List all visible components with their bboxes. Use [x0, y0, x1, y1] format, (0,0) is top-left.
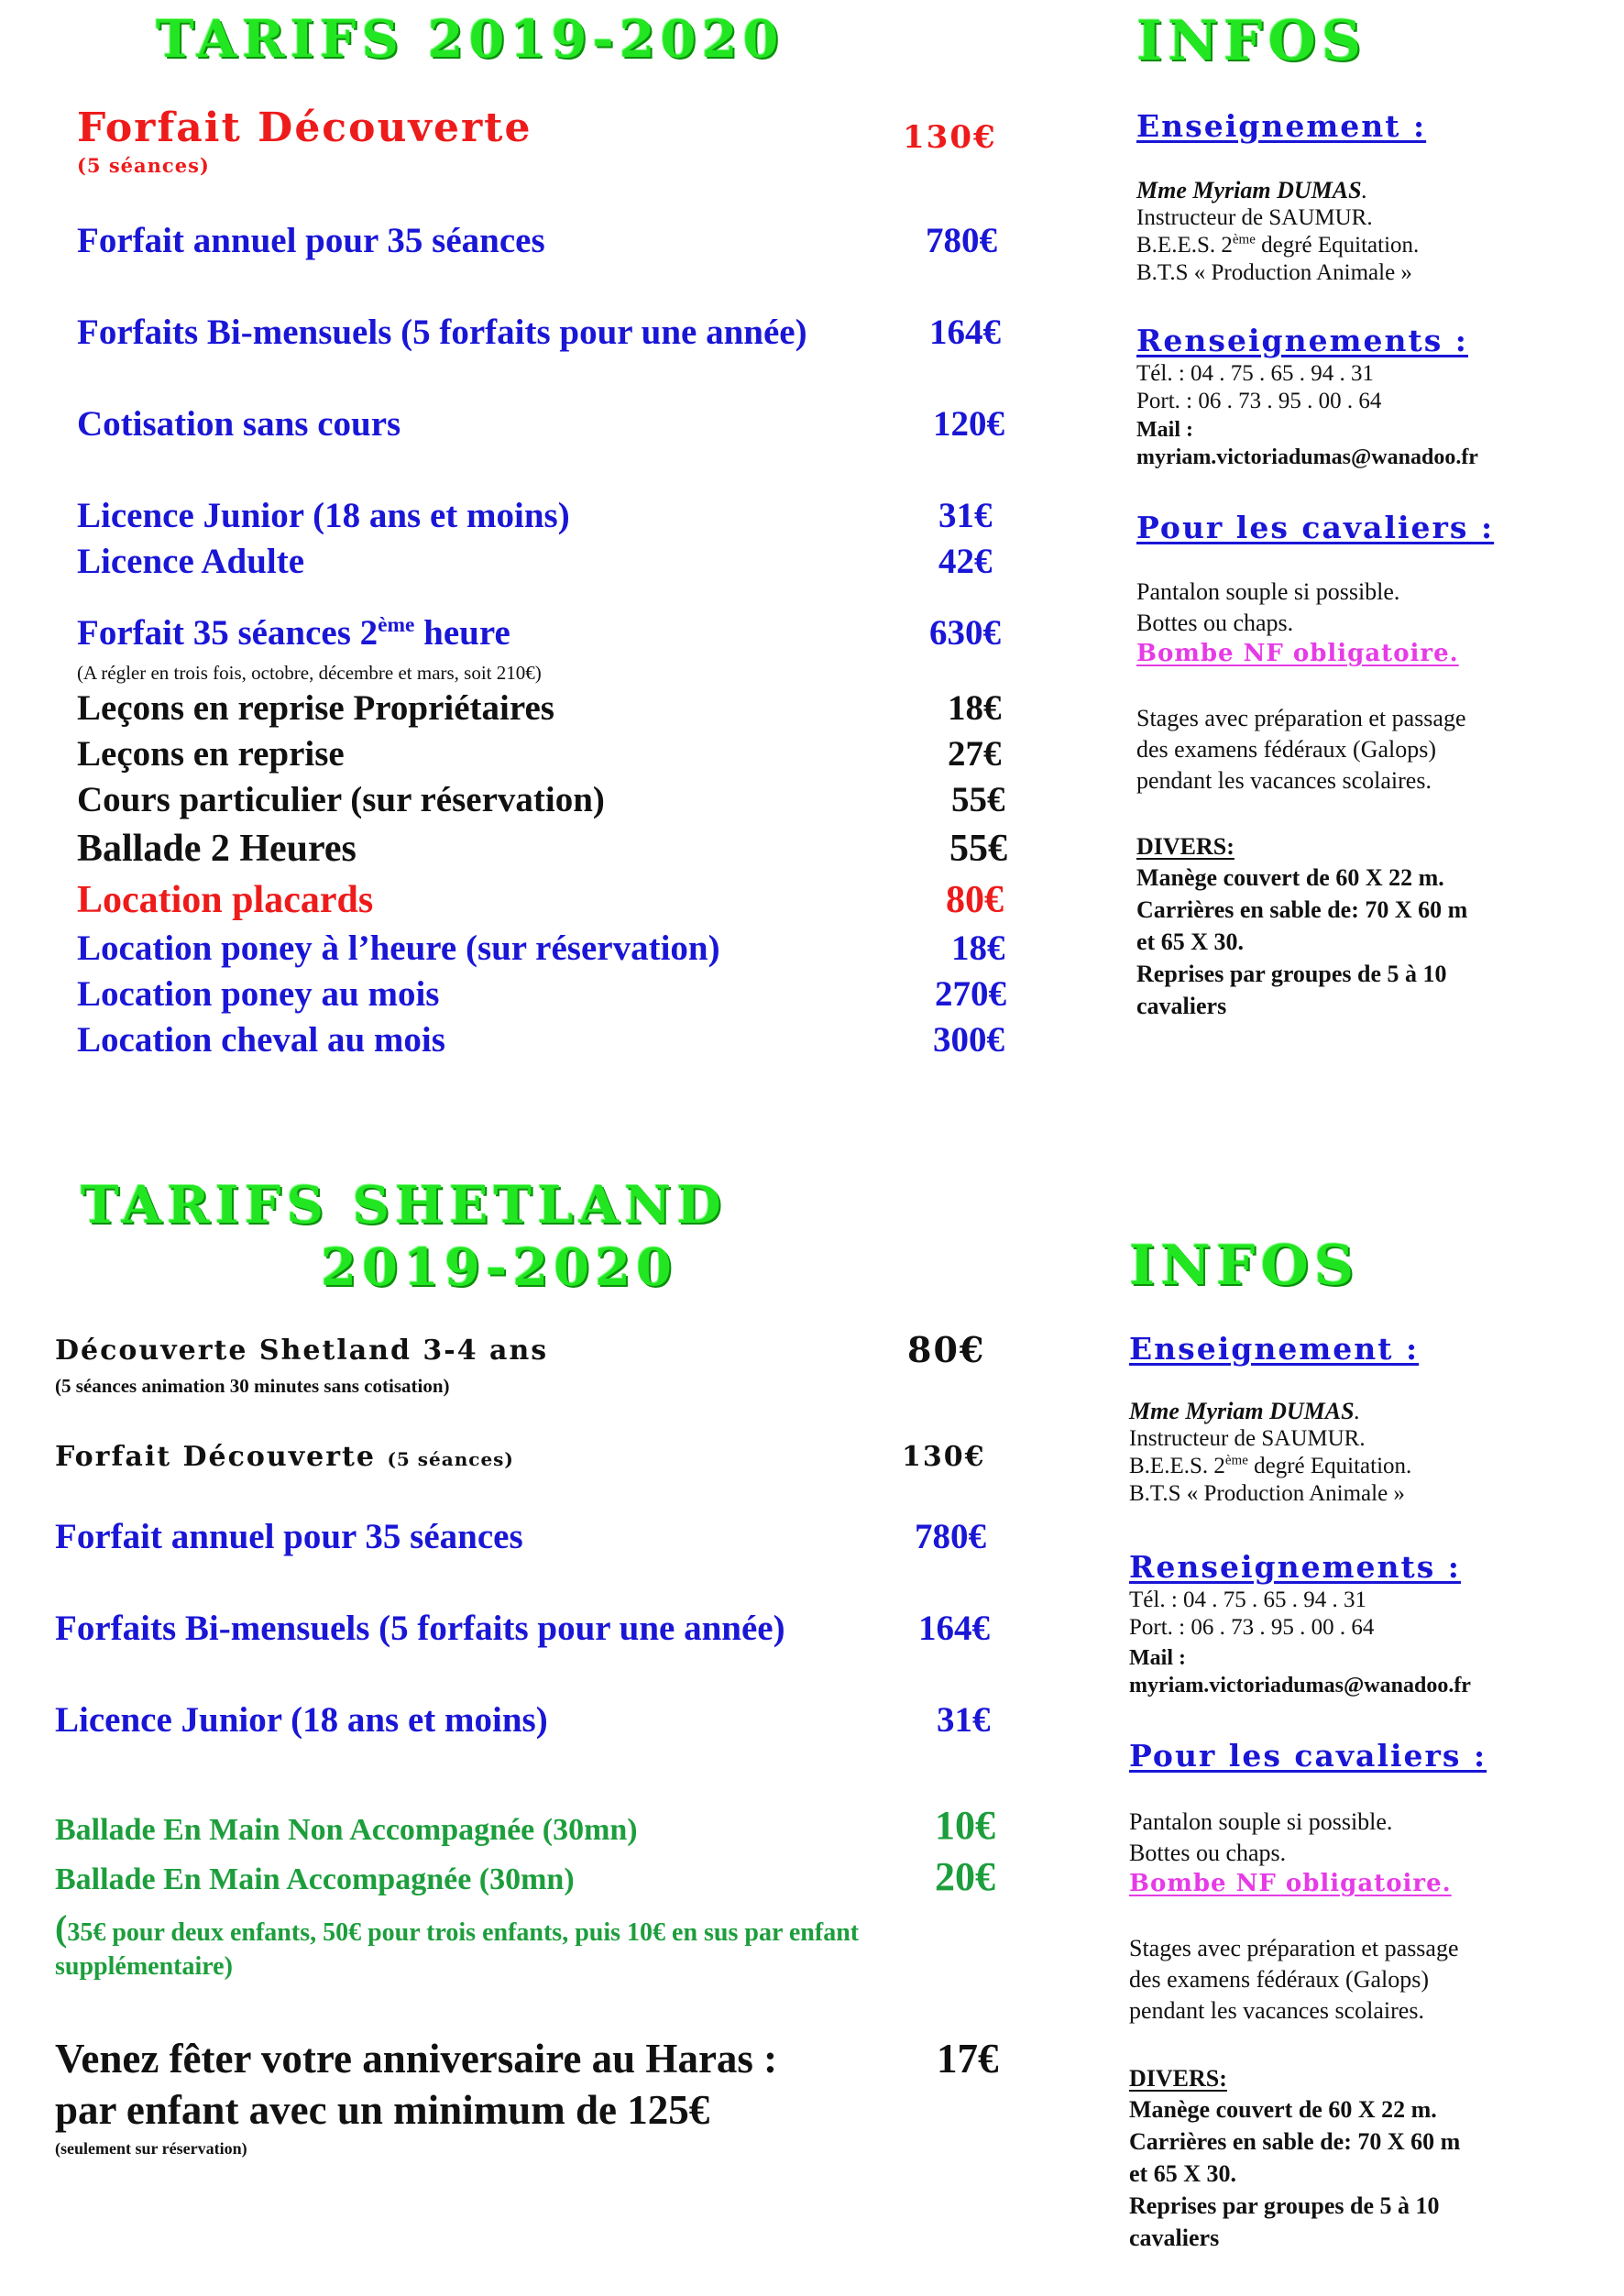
instructor-name: Mme Myriam DUMAS. — [1136, 177, 1368, 203]
renseignements-heading-2: Renseignements : — [1129, 1549, 1461, 1585]
divers-heading: DIVERS: — [1136, 833, 1234, 860]
bees-diploma: B.E.E.S. 2ème degré Equitation. — [1136, 232, 1420, 258]
price-label: Location cheval au mois — [77, 1020, 445, 1060]
price-value: 164€ — [918, 1609, 990, 1648]
stages-text: pendant les vacances scolaires. — [1136, 767, 1432, 794]
stages-text: pendant les vacances scolaires. — [1129, 1997, 1424, 2024]
price-value: 780€ — [926, 221, 997, 260]
forfait-decouverte-note: (5 séances) — [77, 154, 210, 177]
enseignement-heading: Enseignement : — [1136, 108, 1427, 144]
anniversaire-line1: Venez fêter votre anniversaire au Haras : — [55, 2036, 778, 2082]
price-label: Licence Junior (18 ans et moins) — [55, 1700, 548, 1740]
anniversaire-line2: par enfant avec un minimum de 125€ — [55, 2087, 710, 2133]
cavaliers-item: Pantalon souple si possible. — [1129, 1808, 1393, 1835]
price-label: Location placards — [77, 879, 374, 921]
price-value: 31€ — [938, 496, 993, 535]
price-label: Forfaits Bi-mensuels (5 forfaits pour une année) — [55, 1609, 785, 1648]
ballade-label: Ballade En Main Accompagnée (30mn) — [55, 1862, 575, 1896]
price-label: Forfaits Bi-mensuels (5 forfaits pour une année) — [77, 313, 807, 352]
shetland-forfait-decouverte-price: 130€ — [902, 1441, 986, 1473]
forfait-2eme-heure-label: Forfait 35 séances 2ème heure — [77, 613, 510, 653]
shetland-title: TARIFS SHETLAND — [81, 1175, 727, 1236]
decouverte-shetland-price: 80€ — [907, 1329, 986, 1370]
divers-item: et 65 X 30. — [1136, 928, 1244, 955]
email-address-2[interactable]: myriam.victoriadumas@wanadoo.fr — [1129, 1674, 1471, 1697]
price-label: Licence Junior (18 ans et moins) — [77, 496, 570, 535]
infos-title-2: INFOS — [1129, 1234, 1360, 1298]
decouverte-shetland-label: Découverte Shetland 3-4 ans — [55, 1335, 549, 1367]
divers-heading-2: DIVERS: — [1129, 2065, 1227, 2092]
cavaliers-item: Bottes ou chaps. — [1136, 610, 1294, 636]
ballade-price: 20€ — [935, 1854, 995, 1899]
divers-item: Carrières en sable de: 70 X 60 m — [1129, 2128, 1461, 2155]
ballade-note-cont: supplémentaire) — [55, 1952, 233, 1981]
divers-item: cavaliers — [1136, 993, 1227, 1019]
ballade-label: Ballade En Main Non Accompagnée (30mn) — [55, 1813, 638, 1847]
stages-text: Stages avec préparation et passage — [1136, 705, 1466, 731]
price-label: Ballade 2 Heures — [77, 828, 357, 870]
instructor-title-2: Instructeur de SAUMUR. — [1129, 1426, 1366, 1451]
price-label: Cotisation sans cours — [77, 404, 401, 444]
shetland-title-year: 2019-2020 — [321, 1237, 677, 1298]
cavaliers-heading: Pour les cavaliers : — [1136, 510, 1495, 545]
ballade-price: 10€ — [935, 1803, 995, 1848]
price-value: 55€ — [949, 828, 1007, 870]
price-label: Location poney au mois — [77, 974, 440, 1014]
divers-item: Reprises par groupes de 5 à 10 — [1136, 961, 1447, 987]
price-label: Licence Adulte — [77, 542, 305, 581]
price-value: 780€ — [915, 1517, 986, 1556]
enseignement-heading-2: Enseignement : — [1129, 1331, 1420, 1367]
divers-item: Manège couvert de 60 X 22 m. — [1136, 864, 1444, 891]
bees-diploma-2: B.E.E.S. 2ème degré Equitation. — [1129, 1453, 1412, 1478]
shetland-forfait-decouverte-label: Forfait Découverte (5 séances) — [55, 1441, 514, 1473]
tarifs-title: TARIFS 2019-2020 — [156, 9, 785, 70]
price-label: Leçons en reprise Propriétaires — [77, 688, 554, 728]
renseignements-heading: Renseignements : — [1136, 323, 1468, 358]
mobile-number: Port. : 06 . 73 . 95 . 00 . 64 — [1136, 389, 1382, 413]
price-value: 120€ — [933, 404, 1004, 444]
phone-number: Tél. : 04 . 75 . 65 . 94 . 31 — [1136, 361, 1375, 386]
price-value: 80€ — [946, 879, 1004, 921]
divers-item: cavaliers — [1129, 2225, 1220, 2251]
price-value: 270€ — [935, 974, 1006, 1014]
bts-diploma: B.T.S « Production Animale » — [1136, 260, 1412, 285]
divers-item: et 65 X 30. — [1129, 2160, 1236, 2187]
price-label: Location poney à l’heure (sur réservation) — [77, 928, 720, 968]
cavaliers-item: Bottes ou chaps. — [1129, 1840, 1287, 1866]
forfait-2eme-heure-note: (A régler en trois fois, octobre, décembre et mars, soit 210€) — [77, 662, 542, 684]
price-value: 300€ — [933, 1020, 1004, 1060]
price-label: Forfait annuel pour 35 séances — [77, 221, 545, 260]
cavaliers-heading-2: Pour les cavaliers : — [1129, 1738, 1487, 1774]
instructor-title: Instructeur de SAUMUR. — [1136, 205, 1373, 230]
phone-number-2: Tél. : 04 . 75 . 65 . 94 . 31 — [1129, 1587, 1367, 1612]
price-value: 18€ — [951, 928, 1005, 968]
bombe-obligatoire: Bombe NF obligatoire. — [1136, 640, 1459, 667]
price-value: 18€ — [948, 688, 1002, 728]
stages-text: des examens fédéraux (Galops) — [1129, 1966, 1430, 1993]
email-address[interactable]: myriam.victoriadumas@wanadoo.fr — [1136, 445, 1478, 469]
price-value: 31€ — [937, 1700, 991, 1740]
forfait-decouverte-price: 130€ — [903, 119, 997, 156]
infos-title: INFOS — [1136, 9, 1367, 73]
price-value: 42€ — [938, 542, 993, 581]
stages-text: Stages avec préparation et passage — [1129, 1935, 1459, 1961]
price-value: 55€ — [951, 780, 1005, 819]
decouverte-shetland-note: (5 séances animation 30 minutes sans cotisation) — [55, 1375, 450, 1397]
cavaliers-item: Pantalon souple si possible. — [1136, 578, 1400, 605]
divers-item: Manège couvert de 60 X 22 m. — [1129, 2096, 1437, 2123]
price-label: Forfait annuel pour 35 séances — [55, 1517, 523, 1556]
price-label: Cours particulier (sur réservation) — [77, 780, 605, 819]
forfait-decouverte-label: Forfait Découverte — [77, 104, 532, 151]
mail-label: Mail : — [1136, 418, 1193, 442]
divers-item: Carrières en sable de: 70 X 60 m — [1136, 896, 1468, 923]
stages-text: des examens fédéraux (Galops) — [1136, 736, 1437, 763]
price-value: 164€ — [929, 313, 1001, 352]
divers-item: Reprises par groupes de 5 à 10 — [1129, 2192, 1440, 2219]
bts-diploma-2: B.T.S « Production Animale » — [1129, 1481, 1405, 1506]
ballade-note: (35€ pour deux enfants, 50€ pour trois enfants, puis 10€ en sus par enfant — [55, 1907, 860, 1949]
forfait-2eme-heure-price: 630€ — [929, 613, 1001, 653]
mail-label-2: Mail : — [1129, 1646, 1186, 1670]
price-value: 27€ — [948, 734, 1002, 774]
anniversaire-price: 17€ — [937, 2036, 999, 2082]
price-label: Leçons en reprise — [77, 734, 345, 774]
anniversaire-note: (seulement sur réservation) — [55, 2139, 247, 2158]
instructor-name-2: Mme Myriam DUMAS. — [1129, 1398, 1361, 1424]
bombe-obligatoire-2: Bombe NF obligatoire. — [1129, 1870, 1452, 1897]
mobile-number-2: Port. : 06 . 73 . 95 . 00 . 64 — [1129, 1615, 1375, 1640]
